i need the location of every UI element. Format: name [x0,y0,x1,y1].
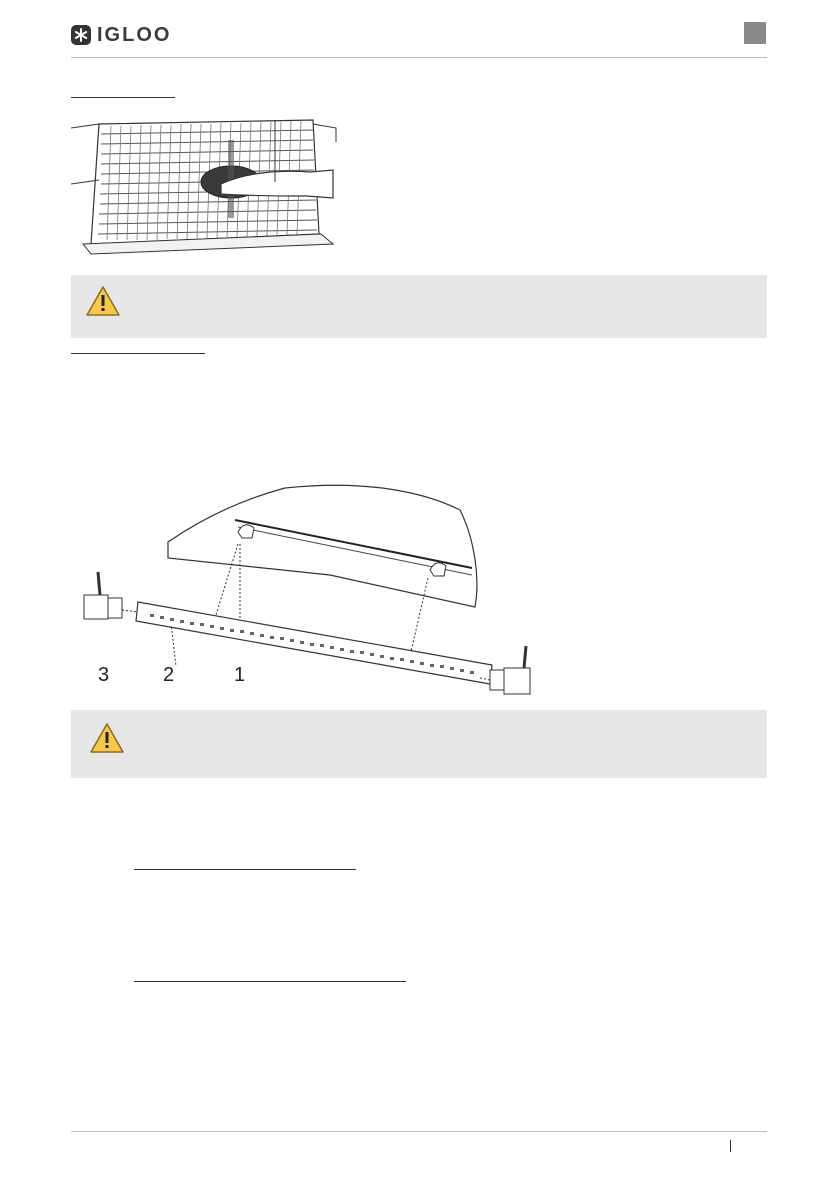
warning-notice-2 [71,710,767,778]
warning-notice [71,275,767,338]
callout-2: 2 [163,664,175,686]
condenser-cleaning-illustration [71,112,341,264]
callout-1: 1 [234,664,246,686]
snowflake-icon [71,25,91,45]
subsection-heading-underline-1 [134,869,356,870]
subsection-heading-underline-2 [134,981,406,982]
callout-3: 3 [98,664,110,686]
footer-divider [71,1131,767,1132]
page-number-separator [730,1140,731,1152]
page-marker-box [744,22,766,44]
warning-icon [89,722,125,754]
brand-logo [71,24,171,46]
section-heading-underline [71,97,175,98]
warning-icon [85,285,121,317]
header-divider [71,57,767,58]
light-bar-illustration [80,480,550,695]
section-heading-underline-2 [71,353,205,354]
logo-wordmark: IGLOO [97,23,172,46]
